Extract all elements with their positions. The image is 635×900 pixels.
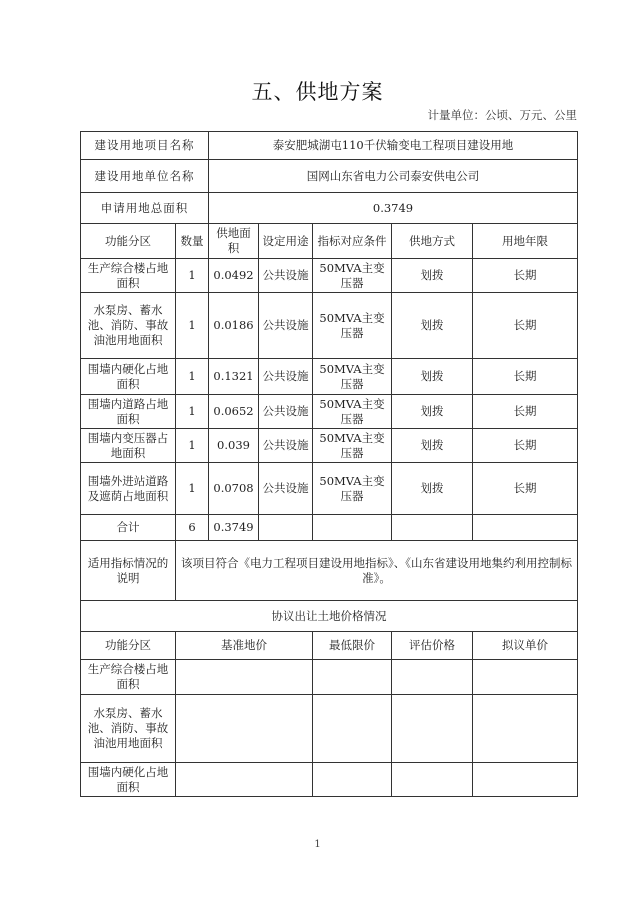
- price-zone-cell: 水泵房、蓄水池、消防、事故油池用地面积: [81, 695, 176, 763]
- use-cell: 公共设施: [259, 259, 313, 293]
- header-area: 供地面积: [209, 224, 259, 259]
- zone-cell: 生产综合楼占地面积: [81, 259, 176, 293]
- qty-cell: 1: [176, 359, 209, 395]
- unit-name-value: 国网山东省电力公司泰安供电公司: [209, 160, 578, 193]
- qty-cell: 1: [176, 259, 209, 293]
- price-zone-cell: 生产综合楼占地面积: [81, 660, 176, 695]
- table-row: [81, 429, 578, 463]
- condition-cell: 50MVA主变压器: [313, 463, 392, 515]
- method-cell: 划拨: [392, 259, 473, 293]
- condition-cell: 50MVA主变压器: [313, 395, 392, 429]
- qty-cell: 1: [176, 463, 209, 515]
- price-header-eval: 评估价格: [392, 632, 473, 660]
- price-row: [81, 763, 578, 797]
- term-cell: 长期: [473, 463, 578, 515]
- use-cell: 公共设施: [259, 463, 313, 515]
- price-section-title: 协议出让土地价格情况: [81, 601, 578, 632]
- price-row: [81, 695, 578, 763]
- price-header-base: 基准地价: [176, 632, 313, 660]
- total-area-label: 申请用地总面积: [81, 193, 209, 224]
- header-row: [81, 224, 578, 259]
- use-cell: 公共设施: [259, 395, 313, 429]
- zone-cell: 围墙内道路占地面积: [81, 395, 176, 429]
- explanation-text: 该项目符合《电力工程项目建设用地指标》、《山东省建设用地集约利用控制标准》。: [176, 541, 578, 601]
- area-cell: 0.0492: [209, 259, 259, 293]
- unit-note: 计量单位：公顷、万元、公里: [427, 108, 577, 122]
- qty-cell: 1: [176, 429, 209, 463]
- method-cell: 划拨: [392, 463, 473, 515]
- zone-cell: 围墙外进站道路及遮荫占地面积: [81, 463, 176, 515]
- zone-cell: 围墙内变压器占地面积: [81, 429, 176, 463]
- price-zone-cell: 围墙内硬化占地面积: [81, 763, 176, 797]
- zone-cell: 水泵房、蓄水池、消防、事故油池用地面积: [81, 293, 176, 359]
- area-cell: 0.0708: [209, 463, 259, 515]
- total-qty: 6: [176, 515, 209, 541]
- term-cell: 长期: [473, 259, 578, 293]
- qty-cell: 1: [176, 395, 209, 429]
- project-name-value: 泰安肥城湖屯110千伏输变电工程项目建设用地: [209, 132, 578, 160]
- condition-cell: 50MVA主变压器: [313, 359, 392, 395]
- use-cell: 公共设施: [259, 429, 313, 463]
- table-row: [81, 259, 578, 293]
- price-header-proposed: 拟议单价: [473, 632, 578, 660]
- method-cell: 划拨: [392, 293, 473, 359]
- price-header-row: [81, 632, 578, 660]
- area-cell: 0.0186: [209, 293, 259, 359]
- total-row: [81, 515, 578, 541]
- qty-cell: 1: [176, 293, 209, 359]
- term-cell: 长期: [473, 429, 578, 463]
- table-row: [81, 463, 578, 515]
- page-number: 1: [314, 839, 321, 850]
- table-row: [81, 293, 578, 359]
- header-term: 用地年限: [473, 224, 578, 259]
- total-area-value: 0.3749: [209, 193, 578, 224]
- explanation-label: 适用指标情况的说明: [81, 541, 176, 601]
- table-row: [81, 359, 578, 395]
- project-name-label: 建设用地项目名称: [81, 132, 209, 160]
- header-zone: 功能分区: [81, 224, 176, 259]
- explanation-row: [81, 541, 578, 601]
- total-label: 合计: [81, 515, 176, 541]
- use-cell: 公共设施: [259, 293, 313, 359]
- term-cell: 长期: [473, 359, 578, 395]
- header-use: 设定用途: [259, 224, 313, 259]
- method-cell: 划拨: [392, 395, 473, 429]
- total-area: 0.3749: [209, 515, 259, 541]
- table-row: [81, 395, 578, 429]
- method-cell: 划拨: [392, 359, 473, 395]
- header-method: 供地方式: [392, 224, 473, 259]
- page-title: 五、供地方案: [251, 80, 384, 104]
- price-row: [81, 660, 578, 695]
- area-cell: 0.1321: [209, 359, 259, 395]
- header-qty: 数量: [176, 224, 209, 259]
- price-header-zone: 功能分区: [81, 632, 176, 660]
- term-cell: 长期: [473, 293, 578, 359]
- condition-cell: 50MVA主变压器: [313, 293, 392, 359]
- condition-cell: 50MVA主变压器: [313, 259, 392, 293]
- land-supply-table: [80, 131, 578, 797]
- area-cell: 0.0652: [209, 395, 259, 429]
- header-condition: 指标对应条件: [313, 224, 392, 259]
- area-cell: 0.039: [209, 429, 259, 463]
- method-cell: 划拨: [392, 429, 473, 463]
- use-cell: 公共设施: [259, 359, 313, 395]
- unit-name-label: 建设用地单位名称: [81, 160, 209, 193]
- condition-cell: 50MVA主变压器: [313, 429, 392, 463]
- term-cell: 长期: [473, 395, 578, 429]
- price-header-min: 最低限价: [313, 632, 392, 660]
- zone-cell: 围墙内硬化占地面积: [81, 359, 176, 395]
